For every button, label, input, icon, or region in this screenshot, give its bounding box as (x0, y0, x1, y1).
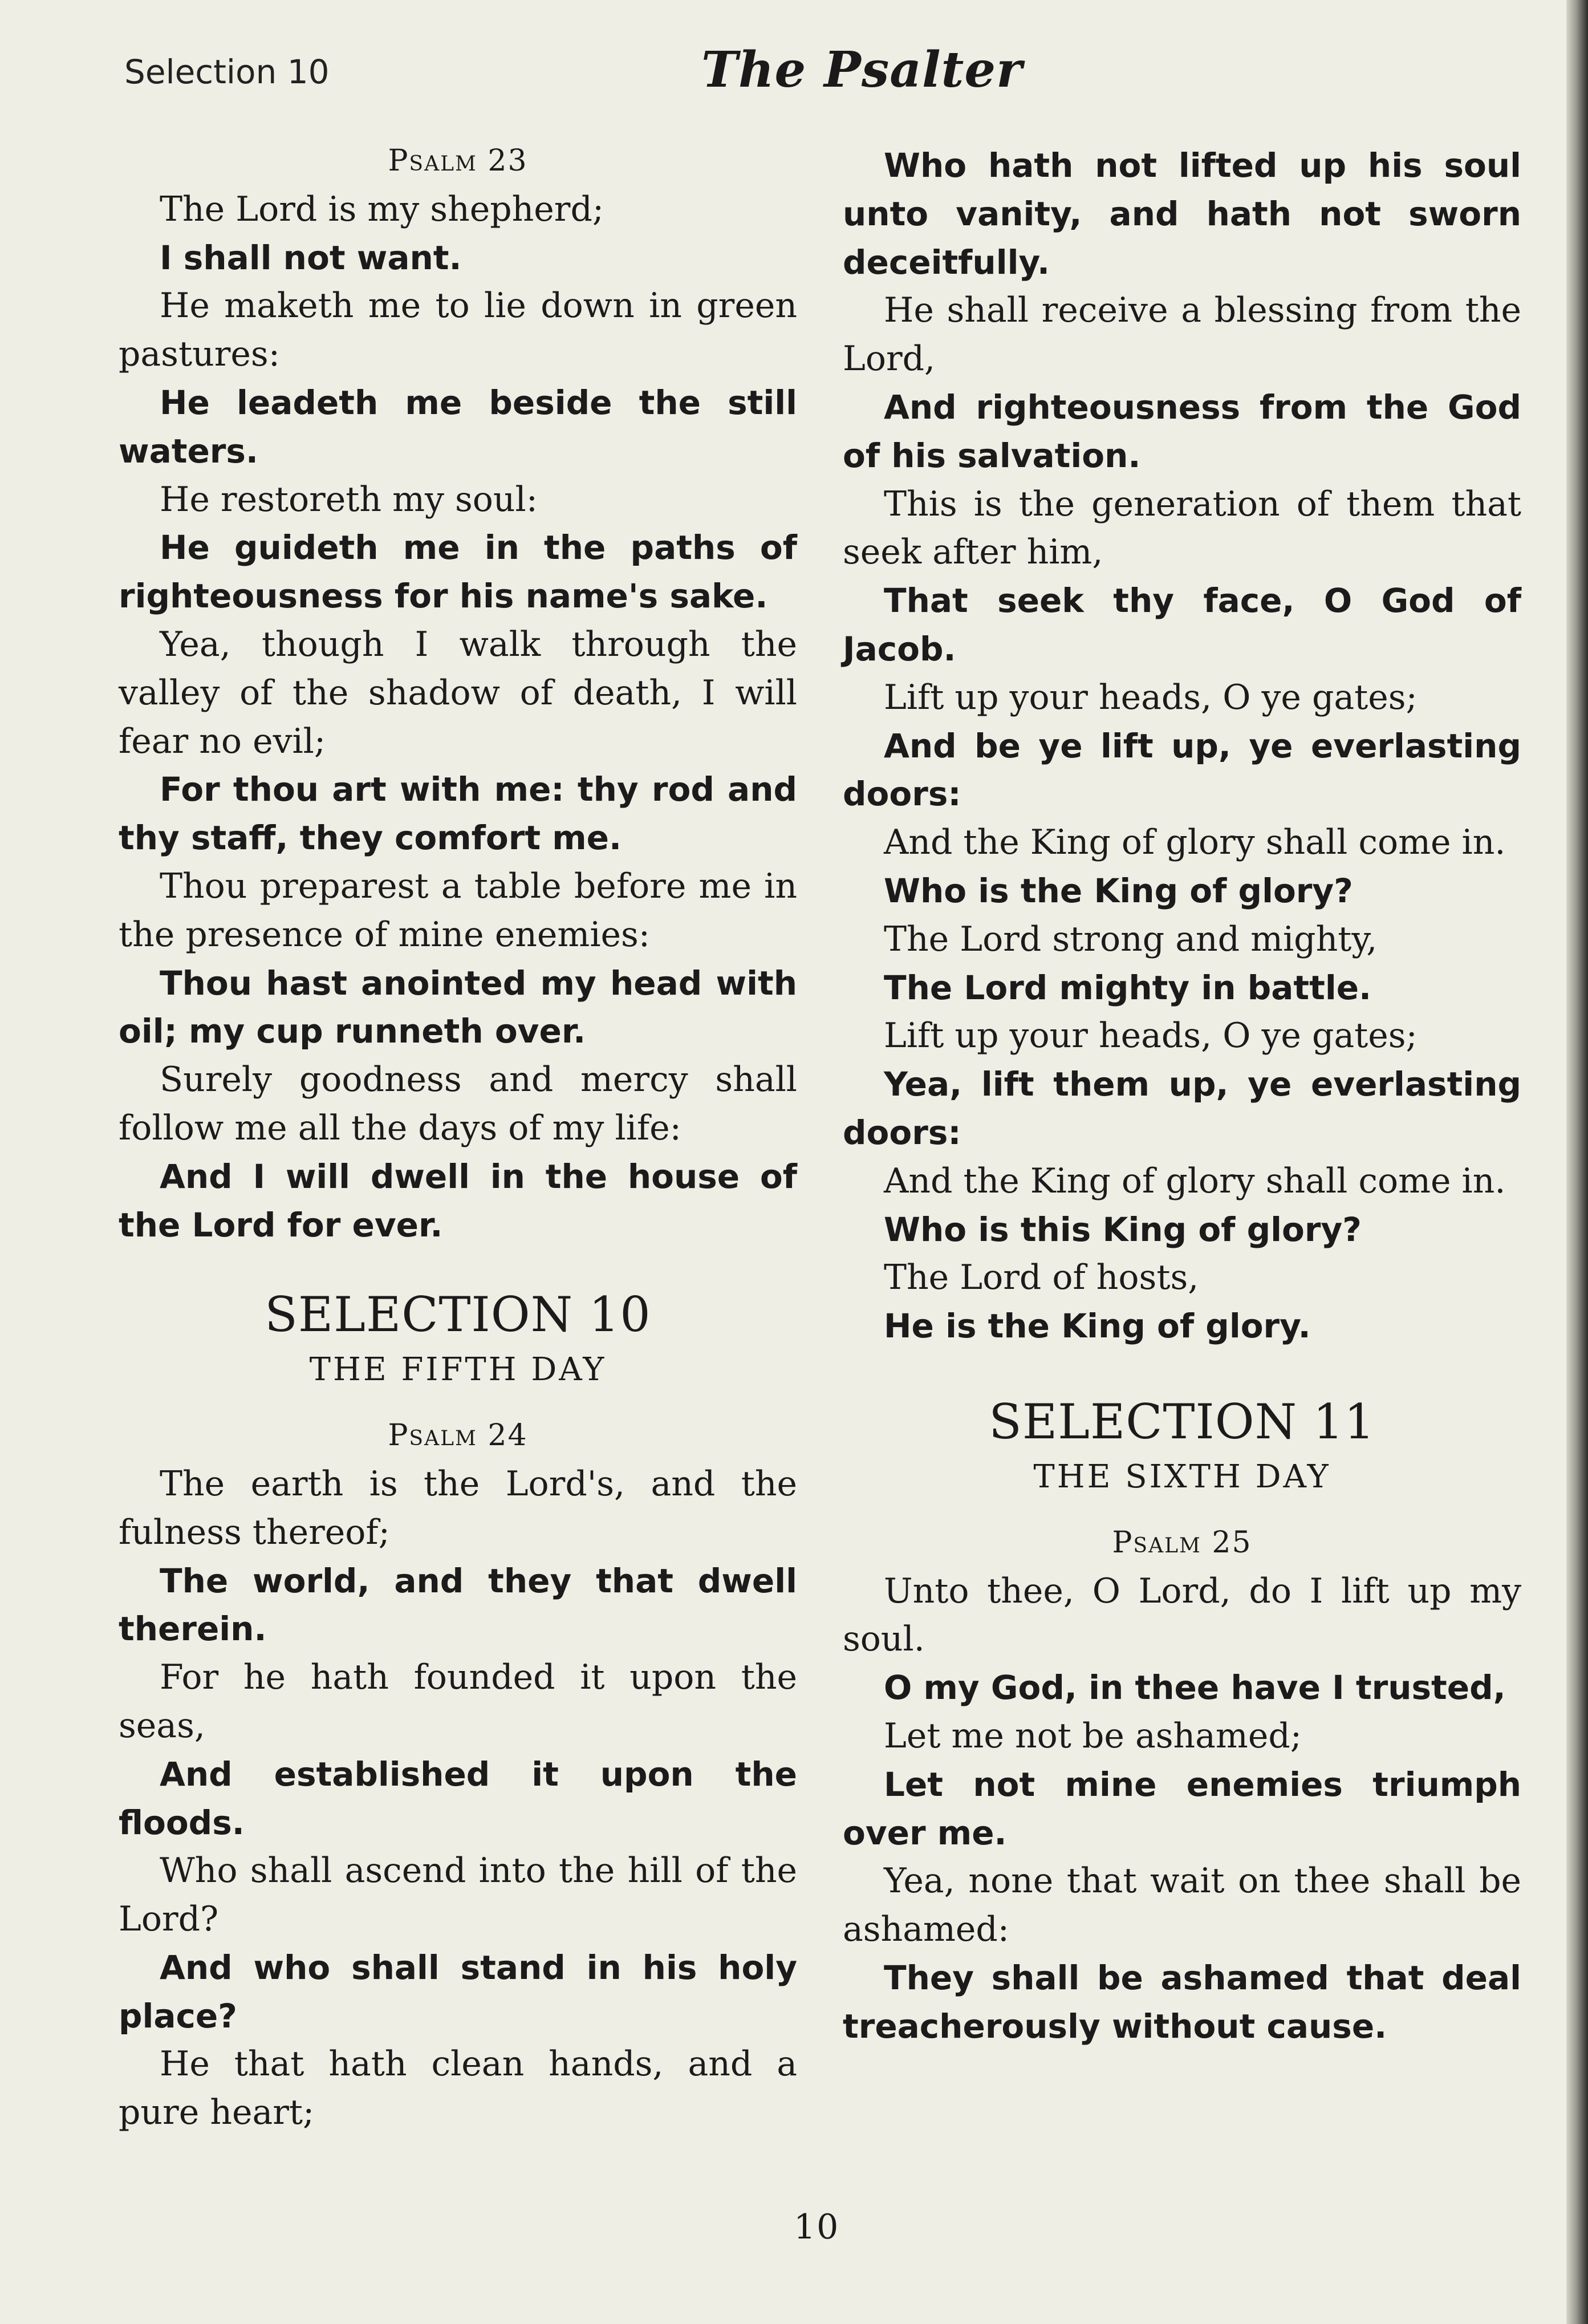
verse-line: Lift up your heads, O ye gates; (884, 677, 1418, 717)
psalm-24-continued-verses (843, 141, 1521, 1350)
verse-line: Who is this King of glory? (884, 1210, 1362, 1249)
verse-line: The Lord strong and mighty, (884, 919, 1378, 959)
running-head-title: The Psalter (701, 41, 1023, 99)
selection-heading: SELECTION 11 (989, 1393, 1375, 1450)
verse-line: Who hath not lifted up his soul unto vanity, and hath not sworn deceitfully. (843, 146, 1521, 282)
verse-line: And the King of glory shall come in. (884, 822, 1506, 863)
verse-line: Thou preparest a table before me in the presence of mine enemies: (119, 866, 797, 955)
verse-line: And who shall stand in his holy place? (119, 1948, 797, 2035)
selection-day: THE SIXTH DAY (1033, 1458, 1331, 1495)
psalm-title: Psalm 25 (1112, 1525, 1252, 1560)
verse-line: Let not mine enemies triumph over me. (843, 1765, 1521, 1852)
verse-line: They shall be ashamed that deal treacherously without cause. (843, 1958, 1521, 2046)
verse-line: Thou hast anointed my head with oil; my cup runneth over. (119, 963, 797, 1051)
selection-day: THE FIFTH DAY (309, 1351, 607, 1389)
verse-line: That seek thy face, O God of Jacob. (843, 581, 1521, 668)
verse-line: The world, and they that dwell therein. (119, 1561, 797, 1649)
verse-line: He leadeth me beside the still waters. (119, 383, 797, 471)
verse-line: For thou art with me: thy rod and thy staff, they comfort me. (119, 770, 797, 858)
verse-line: Surely goodness and mercy shall follow me all the days of my life: (119, 1060, 797, 1148)
verse-line: Yea, though I walk through the valley of the shadow of death, I will fear no evil; (119, 624, 797, 761)
verse-line: For he hath founded it upon the seas, (119, 1657, 797, 1746)
verse-line: The Lord mighty in battle. (884, 968, 1372, 1007)
verse-line: And be ye lift up, ye everlasting doors: (843, 726, 1521, 814)
verse-line: Who is the King of glory? (884, 871, 1353, 910)
verse-line: He guideth me in the paths of righteousness for his name's sake. (119, 528, 797, 616)
verse-line: The earth is the Lord's, and the fulness thereof; (119, 1463, 797, 1552)
right-column (843, 141, 1521, 2050)
verse-line: Lift up your heads, O ye gates; (884, 1016, 1418, 1056)
verse-line: The Lord is my shepherd; (160, 189, 604, 229)
verse-line: The Lord of hosts, (884, 1258, 1199, 1298)
verse-line: Yea, lift them up, ye everlasting doors: (843, 1065, 1521, 1152)
left-column (119, 137, 797, 2137)
verse-line: He shall receive a blessing from the Lord, (843, 290, 1521, 379)
psalm-title: Psalm 23 (388, 144, 528, 178)
psalm-23-verses (119, 185, 797, 1250)
verse-line: And I will dwell in the house of the Lord for ever. (119, 1157, 797, 1244)
verse-line: And established it upon the floods. (119, 1754, 797, 1842)
selection-heading: SELECTION 10 (265, 1287, 651, 1343)
verse-line: He that hath clean hands, and a pure heart; (119, 2044, 797, 2133)
verse-line: Let me not be ashamed; (884, 1715, 1302, 1756)
verse-line: Yea, none that wait on thee shall be ashamed: (843, 1861, 1521, 1950)
book-spine-shadow (1566, 0, 1588, 2324)
verse-line: He is the King of glory. (884, 1307, 1311, 1346)
verse-line: He restoreth my soul: (160, 479, 538, 520)
psalm-title: Psalm 24 (388, 1418, 528, 1453)
verse-line: And righteousness from the God of his salvation. (843, 387, 1521, 475)
verse-line: And the King of glory shall come in. (884, 1161, 1506, 1201)
running-head-selection: Selection 10 (124, 52, 330, 91)
psalm-25-verses (843, 1567, 1521, 2051)
verse-line: This is the generation of them that seek after him, (843, 484, 1521, 573)
verse-line: He maketh me to lie down in green pastures: (119, 286, 797, 375)
verse-line: O my God, in thee have I trusted, (884, 1668, 1506, 1707)
verse-line: Unto thee, O Lord, do I lift up my soul. (843, 1571, 1521, 1660)
verse-line: I shall not want. (160, 238, 462, 277)
psalm-24-verses (119, 1460, 797, 2137)
verse-line: Who shall ascend into the hill of the Lord? (119, 1851, 797, 1940)
page-number: 10 (794, 2207, 840, 2247)
